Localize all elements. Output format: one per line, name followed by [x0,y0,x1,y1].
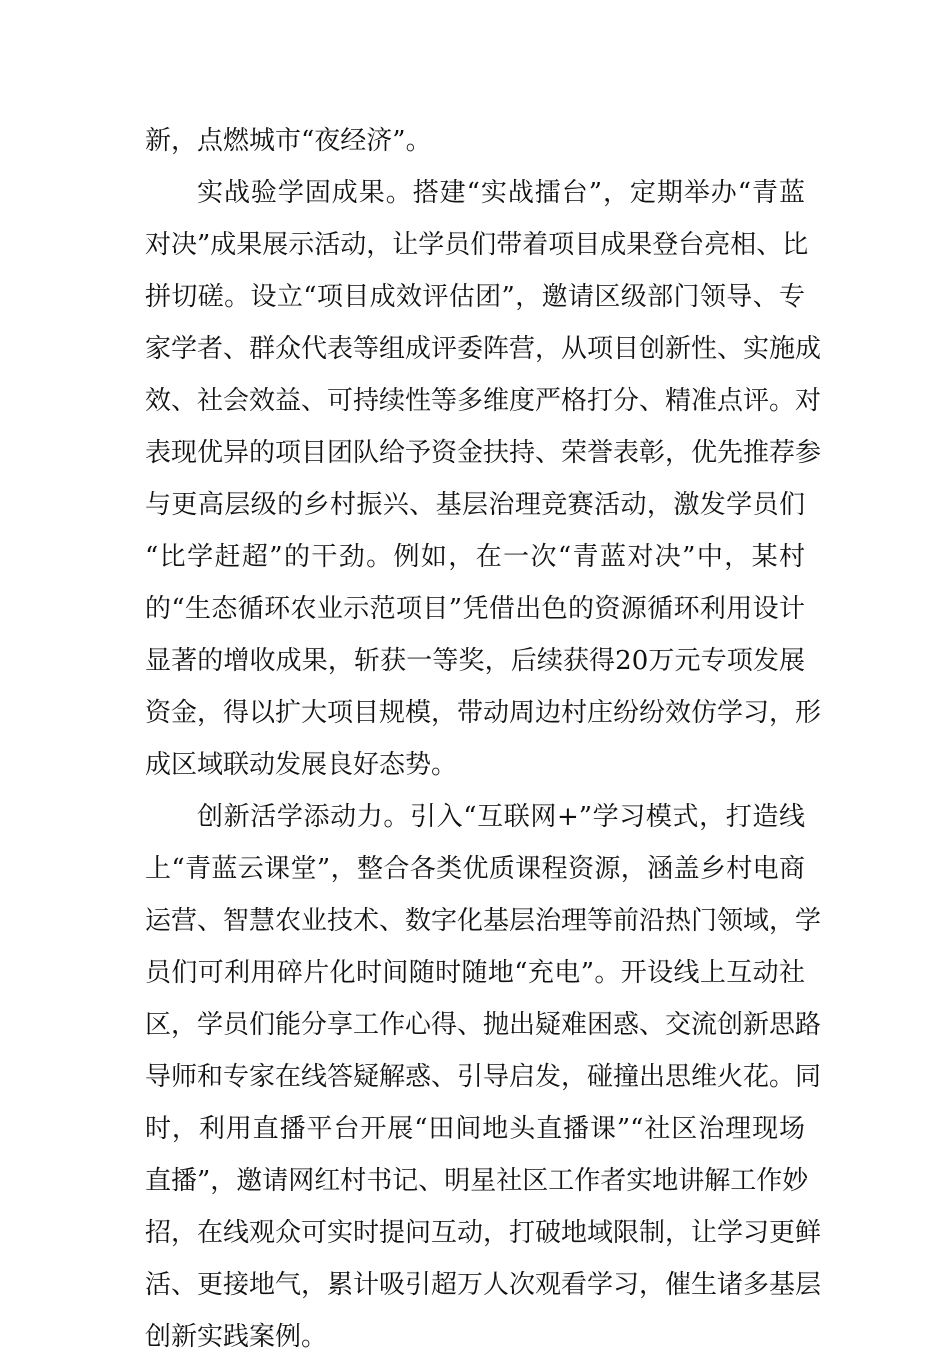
text-line: 直播”，邀请网红村书记、明星社区工作者实地讲解工作妙 [145,1166,809,1196]
text-line: 招，在线观众可实时提问互动，打破地域限制，让学习更鲜 [145,1218,822,1248]
text-line: 拼切磋。设立“项目成效评估团”，邀请区级部门领导、专 [145,282,805,312]
text-line: 对决”成果展示活动，让学员们带着项目成果登台亮相、比 [145,230,809,260]
text-line: 新，点燃城市“夜经济”。 [145,126,432,156]
text-line: 的“生态循环农业示范项目”凭借出色的资源循环利用设计 [145,594,805,624]
text-line: 与更高层级的乡村振兴、基层治理竞赛活动，激发学员们 [145,490,805,520]
text-line: 创新实践案例。 [145,1322,328,1352]
text-line: 区，学员们能分享工作心得、抛出疑难困惑、交流创新思路 [145,1010,822,1040]
text-line: 活、更接地气，累计吸引超万人次观看学习，催生诸多基层 [145,1270,822,1300]
paragraph-first-line: 创新活学添动力。引入“互联网+”学习模式，打造线 [197,802,805,832]
paragraph-first-line: 实战验学固成果。搭建“实战擂台”，定期举办“青蓝 [197,178,805,208]
text-line: 效、社会效益、可持续性等多维度严格打分、精准点评。对 [145,386,822,416]
text-line: 上“青蓝云课堂”，整合各类优质课程资源，涵盖乡村电商 [145,854,805,884]
text-line: “比学赶超”的干劲。例如，在一次“青蓝对决”中，某村 [145,542,805,572]
text-line: 导师和专家在线答疑解惑、引导启发，碰撞出思维火花。同 [145,1062,822,1092]
text-line: 员们可利用碎片化时间随时随地“充电”。开设线上互动社 [145,958,805,988]
text-line: 成区域联动发展良好态势。 [145,750,458,780]
text-line: 显著的增收成果，斩获一等奖，后续获得20万元专项发展 [145,646,805,676]
text-line: 运营、智慧农业技术、数字化基层治理等前沿热门领域，学 [145,906,822,936]
text-line: 表现优异的项目团队给予资金扶持、荣誉表彰，优先推荐参 [145,438,822,468]
text-line: 时，利用直播平台开展“田间地头直播课”“社区治理现场 [145,1114,805,1144]
text-line: 资金，得以扩大项目规模，带动周边村庄纷纷效仿学习，形 [145,698,822,728]
text-line: 家学者、群众代表等组成评委阵营，从项目创新性、实施成 [145,334,822,364]
